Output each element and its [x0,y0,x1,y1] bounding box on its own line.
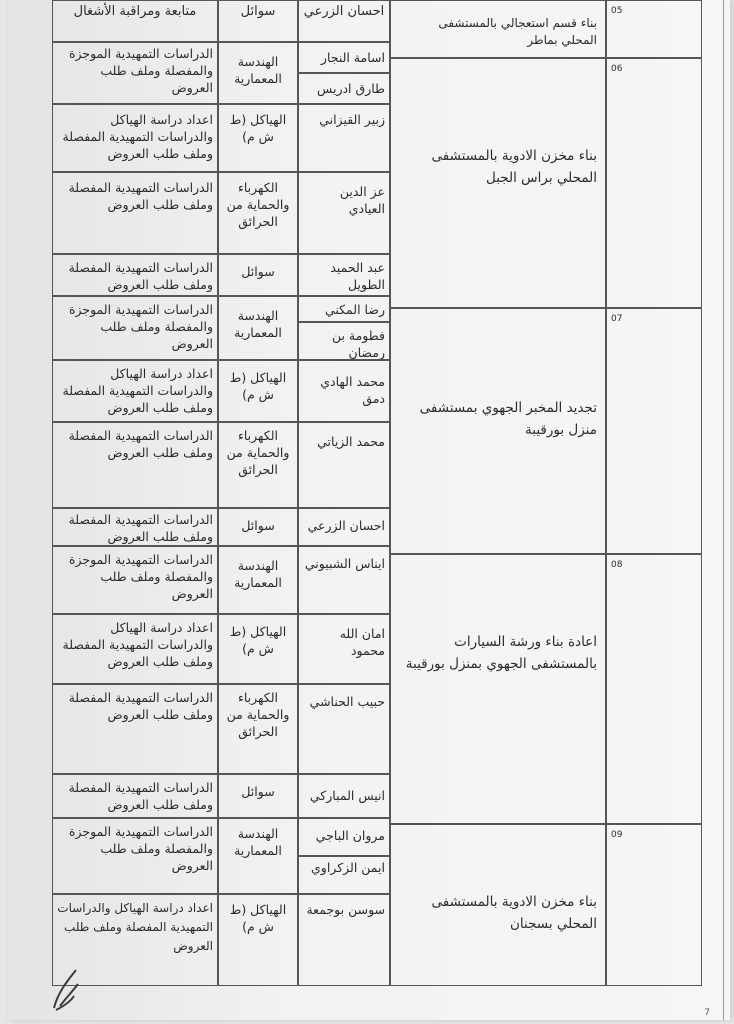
page-edge-line [723,0,724,1020]
name-text: عبد الحميد الطويل [330,260,385,292]
name-text: انيس المباركي [309,788,385,803]
header-number-cell [606,0,702,58]
project-text: بناء مخزن الادوية بالمستشفى المحلي بسجنان [431,894,597,932]
task-cell [52,422,218,508]
specialty-cell [218,774,298,818]
task-cell [52,508,218,546]
project-cell-09 [390,824,606,986]
name-text: زبير القيزاني [319,112,385,127]
name-cell [298,614,390,684]
name-cell [298,104,390,172]
name-text: فطومة بن رمضان [331,328,385,360]
specialty-text: الهياكل (ط ش م) [229,902,287,934]
section-number-09 [606,824,702,986]
name-cell [298,422,390,508]
header-project-cell [390,0,606,58]
task-text: الدراسات التمهيدية الموجزة والمفصلة وملف طلب العروض [68,302,213,351]
task-text: الدراسات التمهيدية الموجزة والمفصلة وملف طلب العروض [68,824,213,873]
name-cell [298,774,390,818]
name-text: امان الله محمود [339,626,385,658]
specialty-cell [218,254,298,296]
name-text: رضا المكني [324,302,385,317]
specialty-text: الكهرباء والحماية من الحرائق [226,180,290,229]
name-cell [298,254,390,296]
header-work-cell [52,0,218,42]
name-text: ايناس الشبيوني [304,556,385,571]
name-text: احسان الزرعي [307,518,385,533]
task-text: الدراسات التمهيدية المفصلة وملف طلب العروض [68,780,213,812]
specialty-cell [218,614,298,684]
specialty-text: سوائل [241,784,275,799]
header-person-text: احسان الزرعي [303,4,385,19]
name-text: محمد الهادي دمق [320,374,385,406]
task-text: الدراسات التمهيدية المفصلة وملف طلب العروض [68,428,213,460]
section-number-text: 08 [611,560,623,570]
specialty-cell [218,360,298,422]
specialty-text: الهندسة المعمارية [234,54,282,86]
project-text: تجديد المخبر الجهوي بمستشفى منزل بورقيبة [419,400,597,438]
name-cell [298,856,390,894]
specialty-text: الهياكل (ط ش م) [229,112,287,144]
name-cell [298,546,390,614]
specialty-cell [218,818,298,894]
specialty-text: الهياكل (ط ش م) [229,624,287,656]
task-text: الدراسات التمهيدية الموجزة والمفصلة وملف طلب العروض [68,552,213,601]
project-text: اعادة بناء ورشة السيارات بالمستشفى الجهوي بمنزل بورقيبة [405,634,597,672]
specialty-cell [218,894,298,986]
specialty-text: الهندسة المعمارية [234,308,282,340]
prev-project-text: بناء قسم استعجالي بالمستشفى المحلي بماطر [438,16,597,47]
task-text: اعداد دراسة الهياكل والدراسات التمهيدية المفصلة وملف طلب العروض [62,366,213,415]
task-cell [52,546,218,614]
section-number-text: 07 [611,314,623,324]
task-text: اعداد دراسة الهياكل والدراسات التمهيدية المفصلة وملف طلب العروض [57,901,213,953]
signature-mark [48,962,88,1014]
header-person-cell [298,0,390,42]
specialty-text: سوائل [241,518,275,533]
task-cell [52,684,218,774]
name-text: سوسن بوجمعة [306,902,385,917]
name-text: طارق ادريس [317,81,385,96]
name-cell [298,73,390,104]
name-text: مروان الباجي [315,828,385,843]
header-work-text: متابعة ومراقبة الأشغال [73,4,197,19]
specialty-text: الكهرباء والحماية من الحرائق [226,428,290,477]
task-cell [52,360,218,422]
section-number-07 [606,308,702,554]
header-city-cell [218,0,298,42]
specialty-text: الكهرباء والحماية من الحرائق [226,690,290,739]
specialty-cell [218,546,298,614]
name-cell [298,296,390,322]
project-cell-06 [390,58,606,308]
name-text: محمد الزياتي [317,434,385,449]
section-number-06 [606,58,702,308]
name-cell [298,894,390,986]
prev-number-text: 05 [611,6,623,16]
project-cell-08 [390,554,606,824]
task-cell [52,614,218,684]
name-cell [298,360,390,422]
task-text: الدراسات التمهيدية المفصلة وملف طلب العروض [68,260,213,292]
section-number-text: 06 [611,64,623,74]
specialty-cell [218,508,298,546]
specialty-cell [218,42,298,104]
section-number-08 [606,554,702,824]
name-text: حبيب الحناشي [309,694,385,709]
name-cell [298,42,390,73]
specialty-cell [218,172,298,254]
name-text: اسامة النجار [320,50,385,65]
name-cell [298,508,390,546]
task-cell [52,172,218,254]
project-text: بناء مخزن الادوية بالمستشفى المحلي براس الجبل [431,148,597,186]
task-text: الدراسات التمهيدية المفصلة وملف طلب العروض [68,180,213,212]
specialty-text: الهندسة المعمارية [234,826,282,858]
specialty-cell [218,104,298,172]
specialty-cell [218,422,298,508]
specialty-text: سوائل [241,264,275,279]
section-number-text: 09 [611,830,623,840]
task-text: اعداد دراسة الهياكل والدراسات التمهيدية المفصلة وملف طلب العروض [62,620,213,669]
task-text: اعداد دراسة الهياكل والدراسات التمهيدية المفصلة وملف طلب العروض [62,112,213,161]
specialty-cell [218,684,298,774]
name-cell [298,322,390,360]
task-cell [52,296,218,360]
task-cell [52,818,218,894]
header-city-text: سوائل [240,4,276,19]
specialty-text: الهندسة المعمارية [234,558,282,590]
name-text: ايمن الزكراوي [311,860,385,875]
task-text: الدراسات التمهيدية المفصلة وملف طلب العروض [68,512,213,544]
task-text: الدراسات التمهيدية الموجزة والمفصلة وملف طلب العروض [68,46,213,95]
task-cell [52,774,218,818]
name-cell [298,172,390,254]
document-page [8,0,730,1020]
specialty-text: الهياكل (ط ش م) [229,370,287,402]
name-text: عز الدين العيادي [339,184,385,216]
page-footer-number: 7 [704,1008,710,1018]
project-cell-07 [390,308,606,554]
name-cell [298,684,390,774]
task-cell [52,42,218,104]
specialty-cell [218,296,298,360]
task-cell [52,104,218,172]
task-cell [52,254,218,296]
task-text: الدراسات التمهيدية المفصلة وملف طلب العروض [68,690,213,722]
name-cell [298,818,390,856]
